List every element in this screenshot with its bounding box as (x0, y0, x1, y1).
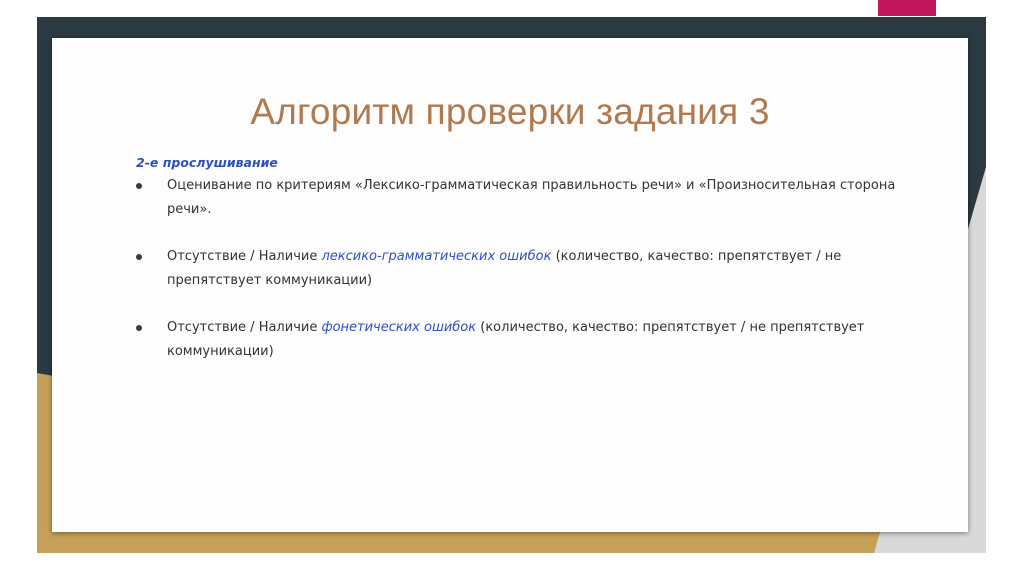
slide-content (52, 38, 968, 532)
bullet-text: Оценивание по критериям «Лексико-грамматическая правильность речи» и «Произносительная сторона речи». (167, 178, 896, 217)
bullet-suffix: (количество, качество: препятствует / не препятствует коммуникации) (167, 249, 842, 288)
bullet-prefix: Отсутствие / Наличие (167, 320, 322, 335)
bullet-suffix: (количество, качество: препятствует / не препятствует коммуникации) (167, 320, 865, 359)
slide-title: Алгоритм проверки задания 3 (250, 91, 770, 132)
bullet-emphasis: лексико-грамматических ошибок (321, 249, 552, 264)
accent-tab (878, 0, 936, 16)
bullet-emphasis: фонетических ошибок (321, 320, 477, 335)
bullet-text (167, 316, 926, 364)
bullet-dot-icon (136, 183, 142, 189)
bullet-dot-icon (136, 325, 142, 331)
bullet-dot-icon (136, 254, 142, 260)
slide-subheading: 2-е прослушивание (136, 155, 278, 170)
bullet-item-3 (136, 316, 926, 364)
bullet-item-1 (136, 174, 926, 222)
bullet-item-2 (136, 245, 926, 293)
bullet-prefix: Отсутствие / Наличие (167, 249, 322, 264)
bullet-text (167, 245, 926, 293)
